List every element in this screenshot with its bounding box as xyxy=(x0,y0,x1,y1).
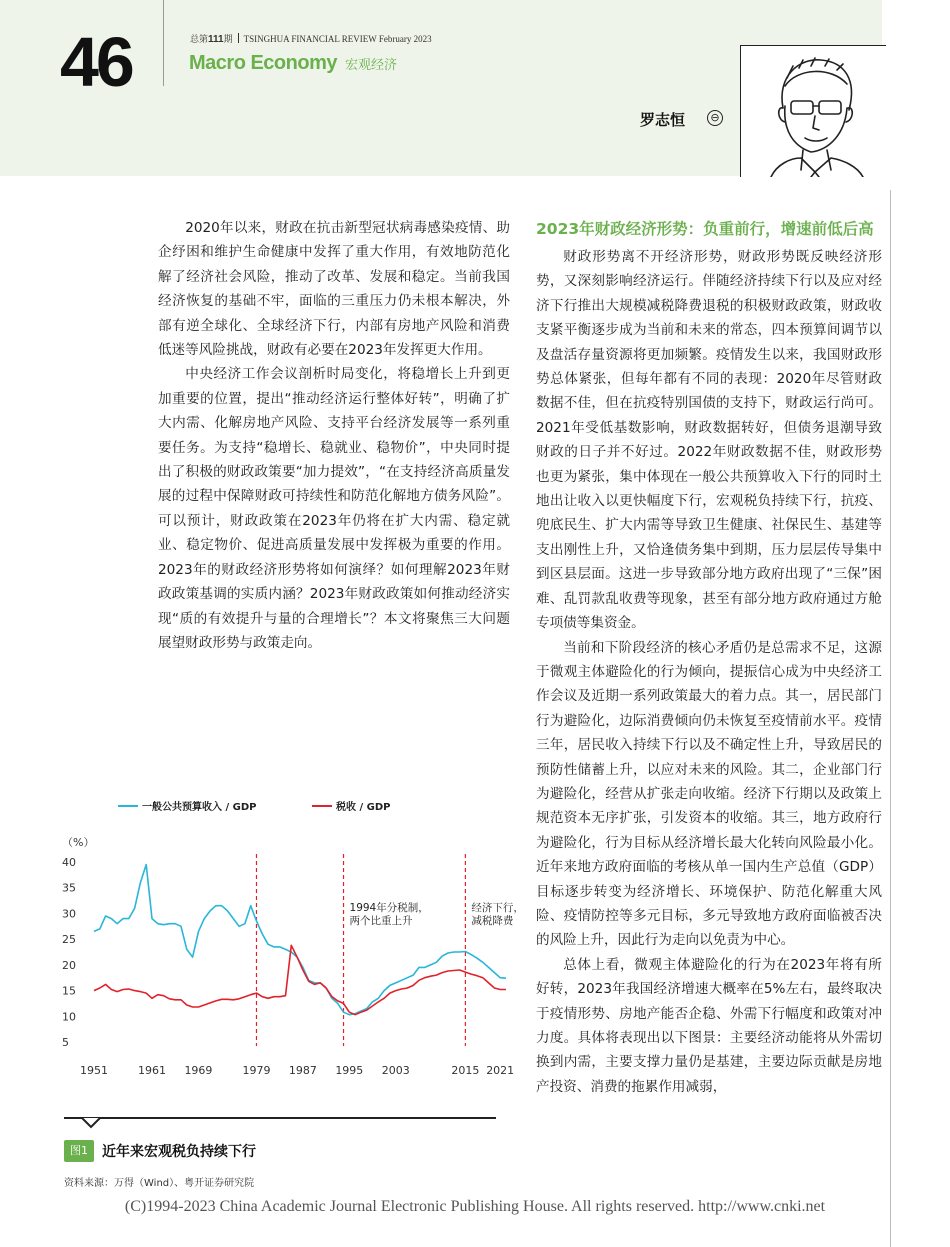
left-column xyxy=(158,216,510,655)
paragraph: 总体上看，微观主体避险化的行为在2023年将有所好转，2023年我国经济增速大概率在5%左右，最终取决于疫情形势、房地产能否企稳、外需下行幅度和政策对冲力度。具体将表现出以下图景：主要经济动能将从外需切换到内需，主要支撑力量仍是基建，主要边际贡献是房地产投资、消费的拖累作用减弱， xyxy=(536,956,882,1095)
journal-name: TSINGHUA FINANCIAL REVIEW February 2023 xyxy=(243,34,432,44)
caption-notch-icon xyxy=(80,1117,102,1129)
portrait-sketch xyxy=(741,46,886,177)
x-tick-label: 1961 xyxy=(138,1064,167,1077)
chart-annotation: 减税降费 xyxy=(471,914,514,927)
right-margin-rule xyxy=(890,190,891,1247)
issue-line xyxy=(190,32,432,45)
x-tick-label: 1951 xyxy=(80,1064,108,1077)
y-axis-unit: （%） xyxy=(62,836,95,849)
paragraph: 2020年以来，财政在抗击新型冠状病毒感染疫情、助企纾困和维护生命健康中发挥了重大作用，有效地防范化解了经济社会风险，推动了改革、发展和稳定。当前我国经济恢复的基础不牢，面临的三重压力仍未根本解决，外部有逆全球化、全球经济下行，内部有房地产风险和消费低迷等风险挑战，财政有必要在2023年发挥更大作用。 xyxy=(158,220,510,359)
issue-separator xyxy=(238,33,239,43)
author-name: 罗志恒 xyxy=(640,111,686,129)
chart-svg xyxy=(56,790,526,1090)
arrow-circle-icon: ⊖ xyxy=(707,110,723,126)
figure-badge: 图1 xyxy=(64,1140,94,1162)
section-title-cn: 宏观经济 xyxy=(344,58,397,73)
y-tick-label: 30 xyxy=(62,907,76,921)
y-tick-label: 20 xyxy=(62,958,76,972)
section-title-en: Macro Economy xyxy=(189,52,337,74)
figure-title: 近年来宏观税负持续下行 xyxy=(102,1144,256,1160)
x-tick-label: 1969 xyxy=(184,1064,213,1077)
legend-label: 税收 / GDP xyxy=(336,802,391,813)
header-divider xyxy=(163,0,164,86)
legend-label: 一般公共预算收入 / GDP xyxy=(142,802,257,813)
x-tick-label: 1979 xyxy=(242,1064,271,1077)
issue-suffix: 期 xyxy=(223,34,233,44)
tax-burden-chart xyxy=(56,790,526,1090)
y-tick-label: 40 xyxy=(62,856,76,869)
y-tick-label: 35 xyxy=(62,881,76,895)
chart-annotation: 1994年分税制， xyxy=(349,901,429,914)
author-portrait xyxy=(740,45,886,177)
paragraph: 当前和下阶段经济的核心矛盾仍是总需求不足，这源于微观主体避险化的行为倾向，提振信心成为中央经济工作会议及近期一系列政策最大的着力点。其一，居民部门行为避险化，边际消费倾向仍未恢复至疫情前水平。疫情三年，居民收入持续下行以及不确定性上升，导致居民的预防性储蓄上升，以应对未来的风险。其二，企业部门行为避险化，经营从扩张走向收缩。经济下行期以及政策上规范资本无序扩张，引发资本的收缩。其三，地方政府行为避险化，行为目标从经济增长最大化转向风险最小化。近年来地方政府面临的考核从单一国内生产总值（GDP）目标逐步转变为经济增长、环境保护、防范化解重大风险、疫情防控等多元目标，多元导致地方政府面临被否决的风险上升，因此行为走向以免责为中心。 xyxy=(536,639,882,949)
y-tick-label: 5 xyxy=(62,1036,69,1049)
chart-annotation: 两个比重上升 xyxy=(349,914,413,927)
section-title xyxy=(189,52,397,75)
copyright-footer: (C)1994-2023 China Academic Journal Electronic Publishing House. All rights reserved. http://www.cnki.net xyxy=(124,1198,826,1215)
y-tick-label: 10 xyxy=(62,1010,76,1024)
paragraph: 中央经济工作会议剖析时局变化，将稳增长上升到更加重要的位置，提出“推动经济运行整体好转”，明确了扩大内需、化解房地产风险、支持平台经济发展等一系列重要任务。为支持“稳增长、稳就业、稳物价”，中央同时提出了积极的财政政策要“加力提效”，“在支持经济高质量发展的过程中保障财政可持续性和防范化解地方债务风险”。可以预计，财政政策在2023年仍将在扩大内需、稳定就业、稳定物价、促进高质量发展中发挥极为重要的作用。2023年的财政经济形势将如何演绎？如何理解2023年财政政策基调的实质内涵？2023年财政政策如何推动经济实现“质的有效提升与量的合理增长”？本文将聚焦三大问题展望财政形势与政策走向。 xyxy=(158,366,510,651)
issue-number: 111 xyxy=(208,34,224,45)
x-tick-label: 2021 xyxy=(486,1064,515,1077)
figure-source: 资料来源：万得（Wind）、粤开证券研究院 xyxy=(64,1178,255,1189)
y-tick-label: 25 xyxy=(62,933,76,947)
x-tick-label: 1995 xyxy=(335,1064,364,1077)
x-tick-label: 1987 xyxy=(288,1064,317,1077)
right-column xyxy=(536,218,882,1099)
paragraph: 财政形势离不开经济形势，财政形势既反映经济形势，又深刻影响经济运行。伴随经济持续下行以及应对经济下行推出大规模减税降费退税的积极财政政策，财政收支紧平衡逐步成为当前和未来的常态，四本预算间调节以及盘活存量资源将更加频繁。疫情发生以来，我国财政形势总体紧张，但每年都有不同的表现：2020年尽管财政数据不佳，但在抗疫特别国债的支持下，财政运行尚可。2021年受低基数影响，财政数据转好，但债务退潮导致财政的日子并不好过。2022年财政数据不佳，财政形势也更为紧张，集中体现在一般公共预算收入下行的同时土地出让收入以更快幅度下行，宏观税负持续下行，抗疫、兜底民生、扩大内需等导致卫生健康、社保民生、基建等支出刚性上升，又恰逢债务集中到期，压力层层传导集中到区县层面。这进一步导致部分地方政府出现了“三保”困难、乱罚款乱收费等现象，甚至有部分地方政府通过方舱专项债等集资金。 xyxy=(536,249,882,632)
y-tick-label: 15 xyxy=(62,984,76,998)
caption-rule xyxy=(64,1117,496,1119)
page-number: 46 xyxy=(60,23,132,101)
issue-prefix: 总第 xyxy=(190,34,209,44)
x-tick-label: 2003 xyxy=(381,1064,410,1077)
section-heading: 2023年财政经济形势：负重前行，增速前低后高 xyxy=(536,220,874,238)
chart-annotation: 经济下行， xyxy=(471,901,524,914)
x-tick-label: 2015 xyxy=(451,1064,480,1077)
series-line xyxy=(94,865,506,1015)
